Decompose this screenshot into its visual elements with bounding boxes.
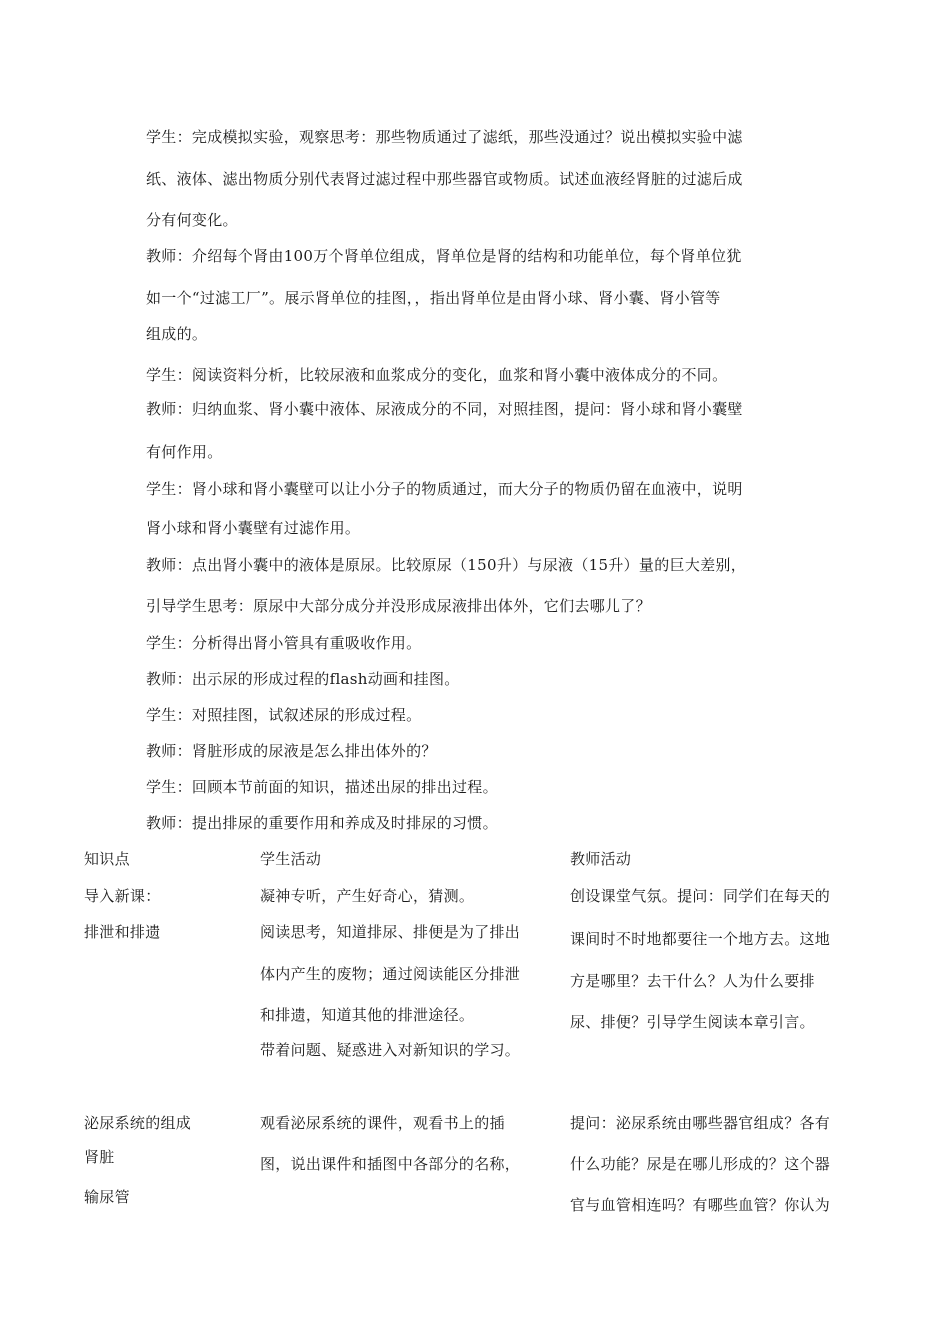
header-teacher-activity: 教师活动 xyxy=(570,850,632,868)
teacher-activity-line: 课间时不时地都要往一个地方去。这地 xyxy=(570,930,831,948)
dialogue-line: 组成的。 xyxy=(146,325,208,343)
teacher-activity-line: 尿、排便？引导学生阅读本章引言。 xyxy=(570,1013,815,1031)
dialogue-line: 教师：出示尿的形成过程的flash动画和挂图。 xyxy=(146,670,460,688)
student-activity-line: 凝神专听，产生好奇心，猜测。 xyxy=(260,887,475,905)
dialogue-line: 学生：分析得出肾小管具有重吸收作用。 xyxy=(146,634,422,652)
knowledge-item: 泌尿系统的组成 xyxy=(84,1114,192,1132)
dialogue-line: 有何作用。 xyxy=(146,443,223,461)
dialogue-line: 引导学生思考：原尿中大部分成分并没形成尿液排出体外，它们去哪儿了？ xyxy=(146,597,651,615)
student-activity-line: 和排遗，知道其他的排泄途径。 xyxy=(260,1006,475,1024)
dialogue-line: 学生：完成模拟实验，观察思考：那些物质通过了滤纸，那些没通过？说出模拟实验中滤 xyxy=(146,128,743,146)
dialogue-line: 学生：肾小球和肾小囊壁可以让小分子的物质通过，而大分子的物质仍留在血液中，说明 xyxy=(146,480,743,498)
dialogue-line: 教师：提出排尿的重要作用和养成及时排尿的习惯。 xyxy=(146,814,498,832)
teacher-activity-line: 创设课堂气氛。提问：同学们在每天的 xyxy=(570,887,831,905)
dialogue-line: 如一个“过滤工厂”。展示肾单位的挂图，，指出肾单位是由肾小球、肾小囊、肾小管等 xyxy=(146,289,721,307)
teacher-activity-line: 方是哪里？去干什么？人为什么要排 xyxy=(570,972,815,990)
teacher-activity-line: 官与血管相连吗？有哪些血管？你认为 xyxy=(570,1196,831,1214)
header-student-activity: 学生活动 xyxy=(260,850,322,868)
student-activity-line: 观看泌尿系统的课件，观看书上的插 xyxy=(260,1114,505,1132)
student-activity-line: 图，说出课件和插图中各部分的名称， xyxy=(260,1155,521,1173)
dialogue-line: 教师：点出肾小囊中的液体是原尿。比较原尿（150升）与尿液（15升）量的巨大差别， xyxy=(146,556,747,574)
dialogue-line: 教师：肾脏形成的尿液是怎么排出体外的？ xyxy=(146,742,437,760)
dialogue-line: 肾小球和肾小囊壁有过滤作用。 xyxy=(146,519,361,537)
knowledge-item: 输尿管 xyxy=(84,1188,130,1206)
dialogue-line: 纸、液体、滤出物质分别代表肾过滤过程中那些器官或物质。试述血液经肾脏的过滤后成 xyxy=(146,170,743,188)
student-activity-line: 体内产生的废物；通过阅读能区分排泄 xyxy=(260,965,521,983)
teacher-activity-line: 什么功能？尿是在哪儿形成的？这个器 xyxy=(570,1155,831,1173)
dialogue-line: 教师：归纳血浆、肾小囊中液体、尿液成分的不同，对照挂图，提问：肾小球和肾小囊壁 xyxy=(146,400,743,418)
header-knowledge: 知识点 xyxy=(84,850,130,868)
knowledge-item: 导入新课： xyxy=(84,887,161,905)
dialogue-line: 学生：阅读资料分析，比较尿液和血浆成分的变化，血浆和肾小囊中液体成分的不同。 xyxy=(146,366,728,384)
knowledge-item: 排泄和排遗 xyxy=(84,923,161,941)
dialogue-line: 学生：回顾本节前面的知识，描述出尿的排出过程。 xyxy=(146,778,498,796)
student-activity-line: 阅读思考，知道排尿、排便是为了排出 xyxy=(260,923,521,941)
teacher-activity-line: 提问：泌尿系统由哪些器官组成？各有 xyxy=(570,1114,831,1132)
student-activity-line: 带着问题、疑惑进入对新知识的学习。 xyxy=(260,1041,521,1059)
dialogue-line: 分有何变化。 xyxy=(146,211,238,229)
knowledge-item: 肾脏 xyxy=(84,1148,115,1166)
dialogue-line: 教师：介绍每个肾由100万个肾单位组成，肾单位是肾的结构和功能单位，每个肾单位犹 xyxy=(146,247,742,265)
dialogue-line: 学生：对照挂图，试叙述尿的形成过程。 xyxy=(146,706,422,724)
